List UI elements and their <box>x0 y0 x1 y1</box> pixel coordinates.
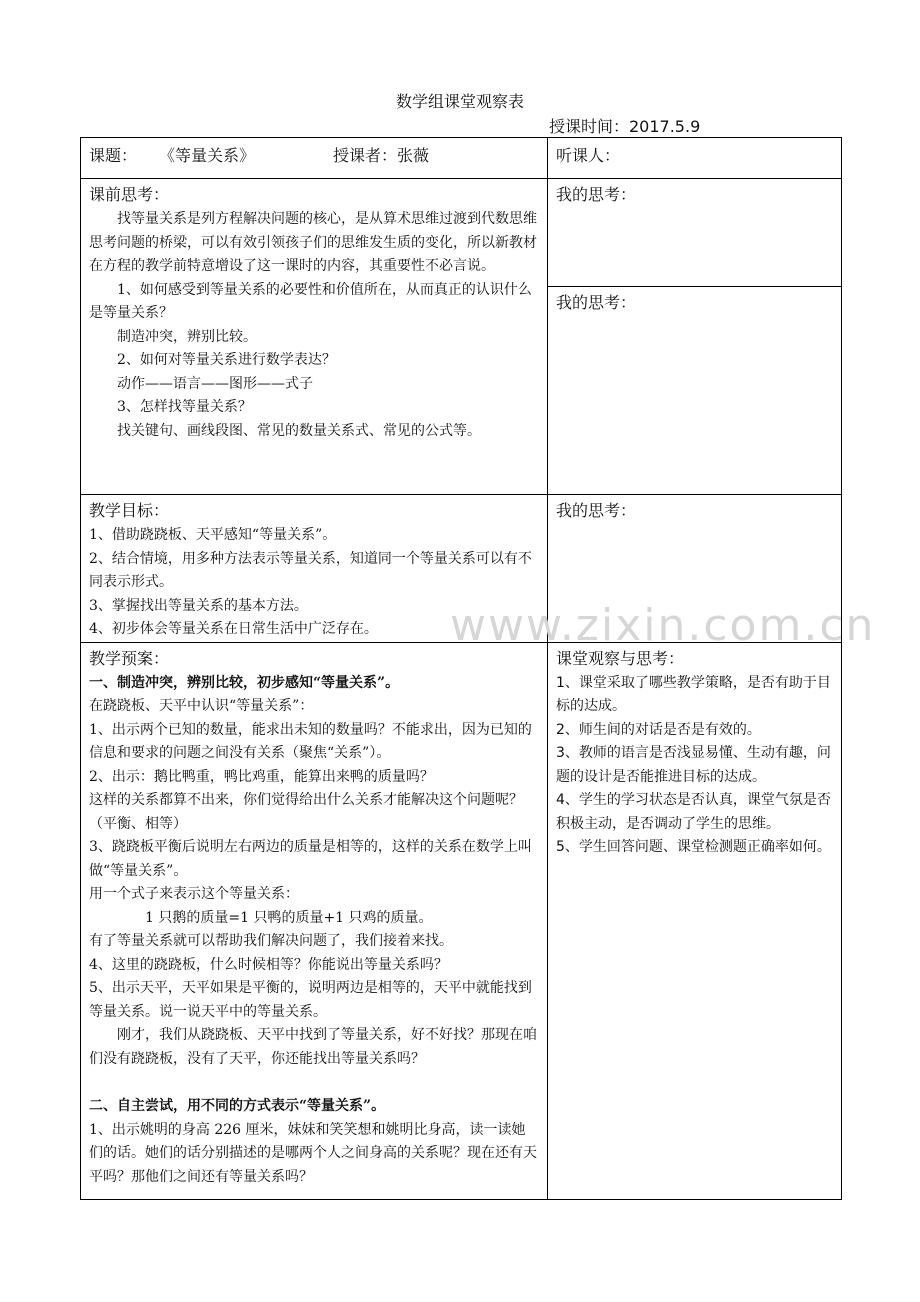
topic-name: 《等量关系》 <box>159 146 256 165</box>
header-left-cell <box>81 138 548 179</box>
watermark: www.zixin.com.cn <box>450 600 876 651</box>
pre-thinking-question: 3、怎样找等量关系？ <box>117 399 252 415</box>
pre-thinking-answer: 动作——语言——图形——式子 <box>117 375 313 392</box>
goal-item: 2、结合情境，用多种方法表示等量关系，知道同一个等量关系可以有不同表示形式。 <box>89 550 532 590</box>
observation-item: 2、师生间的对话是否是有效的。 <box>556 721 761 738</box>
goals-row <box>81 495 842 643</box>
observation-item: 4、学生的学习状态是否认真，课堂气氛是否积极主动，是否调动了学生的思维。 <box>556 792 831 832</box>
plan-line: 2、出示：鹅比鸭重，鸭比鸡重，能算出来鸭的质量吗？ <box>89 768 434 785</box>
observation-heading: 课堂观察与思考： <box>556 648 685 668</box>
header-right-cell <box>548 138 842 179</box>
pre-thinking-paragraph: 找等量关系是列方程解决问题的核心，是从算术思维过渡到代数思维思考问题的桥梁，可以有效引领孩子们的思维发生质的变化，所以新教材在方程的教学前特意增设了这一课时的内容，其重要性不必言说。 <box>89 211 537 274</box>
observation-item: 1、课堂采取了哪些教学策略，是否有助于目标的达成。 <box>556 674 831 714</box>
my-thinking-cell-1 <box>548 179 842 287</box>
observation-item: 3、教师的语言是否浅显易懂、生动有趣，问题的设计是否能推进目标的达成。 <box>556 745 831 785</box>
goals-heading: 教学目标： <box>89 501 170 520</box>
plan-line: 4、这里的跷跷板，什么时候相等？你能说出等量关系吗？ <box>89 956 448 973</box>
header-row <box>81 138 842 179</box>
pre-thinking-heading: 课前思考： <box>89 185 170 204</box>
plan-line: 1、出示两个已知的数量，能求出未知的数量吗？不能求出，因为已知的信息和要求的问题之间没有关系（聚焦“关系”）。 <box>89 721 532 761</box>
listener-label: 听课人： <box>556 146 621 165</box>
page-title: 数学组课堂观察表 <box>395 92 524 111</box>
plan-line: 在跷跷板、天平中认识“等量关系”： <box>89 698 314 714</box>
pre-thinking-question: 1、如何感受到等量关系的必要性和价值所在，从而真正的认识什么是等量关系？ <box>89 281 532 321</box>
plan-line: 有了等量关系就可以帮助我们解决问题了，我们接着来找。 <box>89 933 453 949</box>
observation-table <box>80 137 842 1200</box>
teacher-name: 授课者：张薇 <box>333 146 430 165</box>
my-thinking-label: 我的思考： <box>556 185 637 204</box>
observation-item: 5、学生回答问题、课堂检测题正确率如何。 <box>556 839 831 855</box>
goal-item: 4、初步体会等量关系在日常生活中广泛存在。 <box>89 621 378 637</box>
plan-section-title: 二、自主尝试，用不同的方式表示“等量关系”。 <box>89 1098 386 1114</box>
pre-thinking-question: 2、如何对等量关系进行数学表达？ <box>117 352 336 368</box>
lesson-date: 授课时间：2017.5.9 <box>549 117 701 136</box>
plan-section-title: 一、制造冲突，辨别比较，初步感知“等量关系”。 <box>89 674 400 691</box>
plan-line: 用一个式子来表示这个等量关系： <box>89 886 299 902</box>
goal-item: 1、借助跷跷板、天平感知“等量关系”。 <box>89 527 337 543</box>
plan-line: 5、出示天平，天平如果是平衡的，说明两边是相等的，天平中就能找到等量关系。说一说天平中的等量关系。 <box>89 980 532 1020</box>
topic-label: 课题： <box>89 146 138 165</box>
pre-thinking-answer: 找关键句、画线段图、常见的数量关系式、常见的公式等。 <box>117 422 481 439</box>
plan-line: 这样的关系都算不出来，你们觉得给出什么关系才能解决这个问题呢？（平衡、相等） <box>89 792 523 832</box>
plan-cell <box>81 642 548 1199</box>
pre-thinking-answer: 制造冲突，辨别比较。 <box>117 328 257 345</box>
my-thinking-label: 我的思考： <box>556 501 637 520</box>
plan-row <box>81 642 842 1199</box>
goals-cell <box>81 495 548 643</box>
plan-line: 刚才，我们从跷跷板、天平中找到了等量关系，好不好找？那现在咱们没有跷跷板，没有了天平，你还能找出等量关系吗？ <box>89 1027 537 1067</box>
observation-cell <box>548 642 842 1199</box>
plan-formula: 1 只鹅的质量=1 只鸭的质量+1 只鸡的质量。 <box>145 909 433 926</box>
my-thinking-cell-3 <box>548 495 842 643</box>
goal-item: 3、掌握找出等量关系的基本方法。 <box>89 597 308 614</box>
pre-thinking-row <box>81 179 842 287</box>
my-thinking-label: 我的思考： <box>556 293 637 313</box>
plan-heading: 教学预案： <box>89 648 170 668</box>
pre-thinking-cell <box>81 179 548 495</box>
my-thinking-cell-2 <box>548 287 842 495</box>
plan-line: 1、出示姚明的身高 226 厘米，妹妹和笑笑想和姚明比身高，读一读她们的话。她们的话分别描述的是哪两个人之间身高的关系呢？现在还有天平吗？那他们之间还有等量关系吗？ <box>89 1121 537 1185</box>
plan-line: 3、跷跷板平衡后说明左右两边的质量是相等的，这样的关系在数学上叫做“等量关系”。 <box>89 839 532 879</box>
